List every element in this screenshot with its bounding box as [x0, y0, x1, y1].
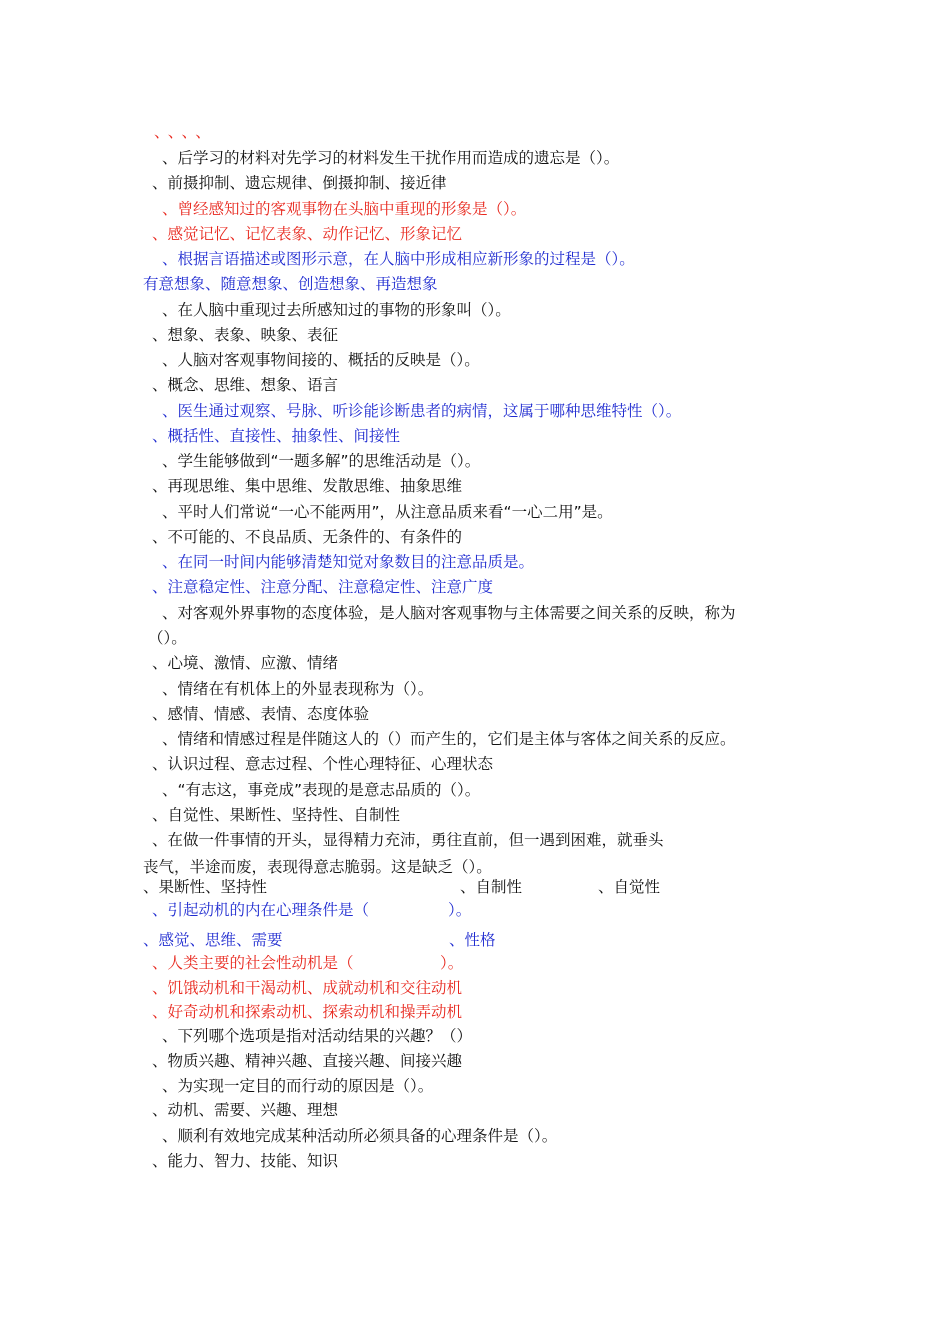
answer-line: 、认识过程、意志过程、个性心理特征、心理状态: [152, 755, 494, 773]
question-line: 、曾经感知过的客观事物在头脑中重现的形象是（）。: [162, 200, 527, 218]
answer-option: 、自觉性: [598, 878, 661, 896]
question-line: 、医生通过观察、号脉、听诊能诊断患者的病情，这属于哪种思维特性（）。: [162, 402, 682, 420]
question-line-continued: 丧气，半途而废，表现得意志脆弱。这是缺乏（）。: [143, 858, 492, 876]
question-line: 、在同一时间内能够清楚知觉对象数目的注意品质是。: [162, 553, 535, 571]
answer-line: 、动机、需要、兴趣、理想: [152, 1101, 339, 1119]
answer-line: 、饥饿动机和干渴动机、成就动机和交往动机: [152, 979, 463, 997]
question-line: 、对客观外界事物的态度体验，是人脑对客观事物与主体需要之间关系的反映，称为: [162, 604, 736, 622]
question-line: 、后学习的材料对先学习的材料发生干扰作用而造成的遗忘是（）。: [162, 149, 620, 167]
answer-line: 、概括性、直接性、抽象性、间接性: [152, 427, 401, 445]
answer-line: 、注意稳定性、注意分配、注意稳定性、注意广度: [152, 578, 494, 596]
question-line: 、引起动机的内在心理条件是（: [152, 901, 370, 919]
question-line: 、人脑对客观事物间接的、概括的反映是（）。: [162, 351, 480, 369]
question-line: 、情绪在有机体上的外显表现称为（）。: [162, 680, 434, 698]
answer-line: 、物质兴趣、精神兴趣、直接兴趣、间接兴趣: [152, 1052, 463, 1070]
question-line: 、“有志这，事竞成”表现的是意志品质的（）。: [162, 781, 481, 799]
question-line: 、下列哪个选项是指对活动结果的兴趣？（）: [162, 1027, 473, 1045]
question-line: 、顺利有效地完成某种活动所必须具备的心理条件是（）。: [162, 1127, 558, 1145]
text-line: 、、、、: [154, 123, 217, 141]
question-line: 、在做一件事情的开头，显得精力充沛，勇往直前，但一遇到困难，就垂头: [152, 831, 664, 849]
answer-line: 、好奇动机和探索动机、探索动机和操弄动机: [152, 1003, 463, 1021]
answer-option: 、自制性: [460, 878, 523, 896]
question-line: 、为实现一定目的而行动的原因是（）。: [162, 1077, 434, 1095]
question-line-end: ）。: [448, 901, 472, 919]
answer-line: 、能力、智力、技能、知识: [152, 1152, 339, 1170]
question-line-continued: （）。: [148, 629, 187, 647]
question-line-end: ）。: [440, 954, 464, 972]
question-line: 、平时人们常说“一心不能两用”，从注意品质来看“一心二用”是。: [162, 503, 613, 521]
answer-line: 、概念、思维、想象、语言: [152, 376, 339, 394]
question-line: 、学生能够做到“一题多解”的思维活动是（）。: [162, 452, 481, 470]
answer-line: 、再现思维、集中思维、发散思维、抽象思维: [152, 477, 463, 495]
answer-line: 、前摄抑制、遗忘规律、倒摄抑制、接近律: [152, 174, 447, 192]
question-line: 、人类主要的社会性动机是（: [152, 954, 354, 972]
answer-line: 有意想象、随意想象、创造想象、再造想象: [143, 275, 438, 293]
answer-line: 、自觉性、果断性、坚持性、自制性: [152, 806, 401, 824]
answer-line: 、不可能的、不良品质、无条件的、有条件的: [152, 528, 463, 546]
answer-line: 、感觉记忆、记忆表象、动作记忆、形象记忆: [152, 225, 463, 243]
answer-line: 、感情、情感、表情、态度体验: [152, 705, 370, 723]
question-line: 、情绪和情感过程是伴随这人的（）而产生的，它们是主体与客体之间关系的反应。: [162, 730, 736, 748]
question-line: 、在人脑中重现过去所感知过的事物的形象叫（）。: [162, 301, 511, 319]
answer-line: 、想象、表象、映象、表征: [152, 326, 339, 344]
answer-line: 、心境、激情、应激、情绪: [152, 654, 339, 672]
answer-option: 、感觉、思维、需要: [143, 931, 283, 949]
question-line: 、根据言语描述或图形示意，在人脑中形成相应新形象的过程是（）。: [162, 250, 635, 268]
answer-option: 、果断性、坚持性: [143, 878, 268, 896]
answer-option: 、性格: [449, 931, 496, 949]
